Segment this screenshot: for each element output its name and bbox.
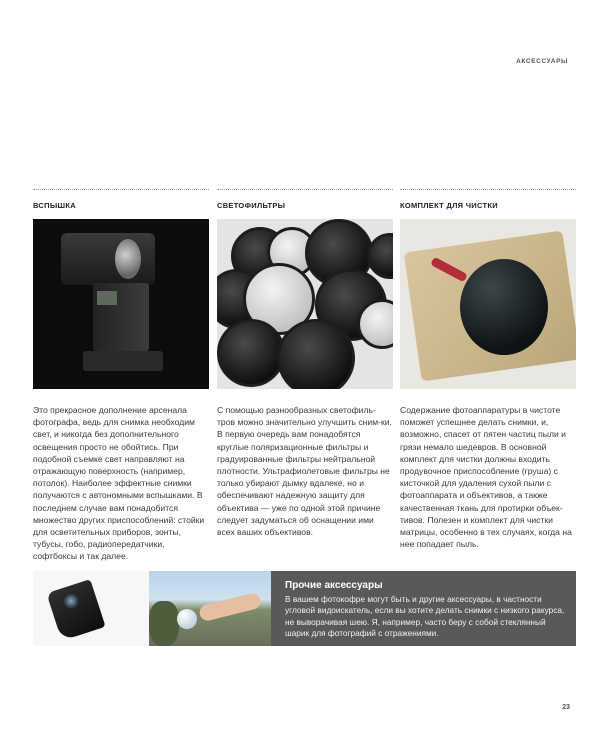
dotted-divider [217,189,393,190]
column-cleaning-kit [400,189,576,550]
column-title: СВЕТОФИЛЬТРЫ [217,201,286,210]
column-title: ВСПЫШКА [33,201,76,210]
angle-finder-photo [33,571,149,646]
panel-title: Прочие аксессуары [285,580,383,591]
panel-text: В вашем фотокофре могут быть и другие аксессуары, в частности угловой видоискатель, если вы хотите делать снимки с низкого ракурса, не выворачивая шею. Я, например, часто беру с собой стеклянный шарик для фотографий с отражениями. [285,594,565,638]
dotted-divider [400,189,576,190]
dotted-divider [33,189,209,190]
other-accessories-panel [271,571,576,646]
cleaning-kit-photo [400,219,576,389]
column-text: Это прекрасное дополнение арсенала фотографа, ведь для снимка необходим свет, и никогда без дополнительного освещения просто не обойтись. При подобной съемке свет направляют на отражающую поверхность (например, потолок). Наиболее эффектные снимки получаются с автономными вспышками. В последнем случае вам понадобится множество других приспособлений: стойки для осветительных приборов, зонты, тубусы, гобо, радиопередатчики, софтбоксы и так далее. [33,405,205,562]
filters-photo [217,219,393,389]
other-accessories-strip [33,571,576,646]
column-text: С помощью разнообразных светофиль-тров можно значительно улучшить сним-ки. В первую очередь вам понадобятся круглые поляризационные фильтры и градуированные фильтры нейтральной плотности. Ультрафиолетовые фильтры не только убирают дымку вдалеке, но и обеспечивают надежную защиту для объектива — уже по одной этой причине следует задуматься об оснащении ими всех ваших объективов. [217,405,392,538]
glass-ball-photo [149,571,271,646]
column-text: Содержание фотоаппаратуры в чистоте поможет успешнее делать снимки, и, возможно, спасет от пятен частиц пыли и грязи немало шедевров. В основной комплект для чистки должны входить продувочное приспособление (груша) с кисточкой для удаления сухой пыли с фотоаппарата и объективов, а также качественная ткань для протирки объек-тивов. Полезен и комплект для чистки матрицы, особенно в тех случаях, когда на нее попадает пыль. [400,405,572,550]
column-filters [217,189,393,538]
section-tag: АКСЕССУАРЫ [516,58,568,65]
page-number: 23 [562,704,570,711]
flash-photo [33,219,209,389]
column-title: КОМПЛЕКТ ДЛЯ ЧИСТКИ [400,201,498,210]
column-flash [33,189,209,563]
